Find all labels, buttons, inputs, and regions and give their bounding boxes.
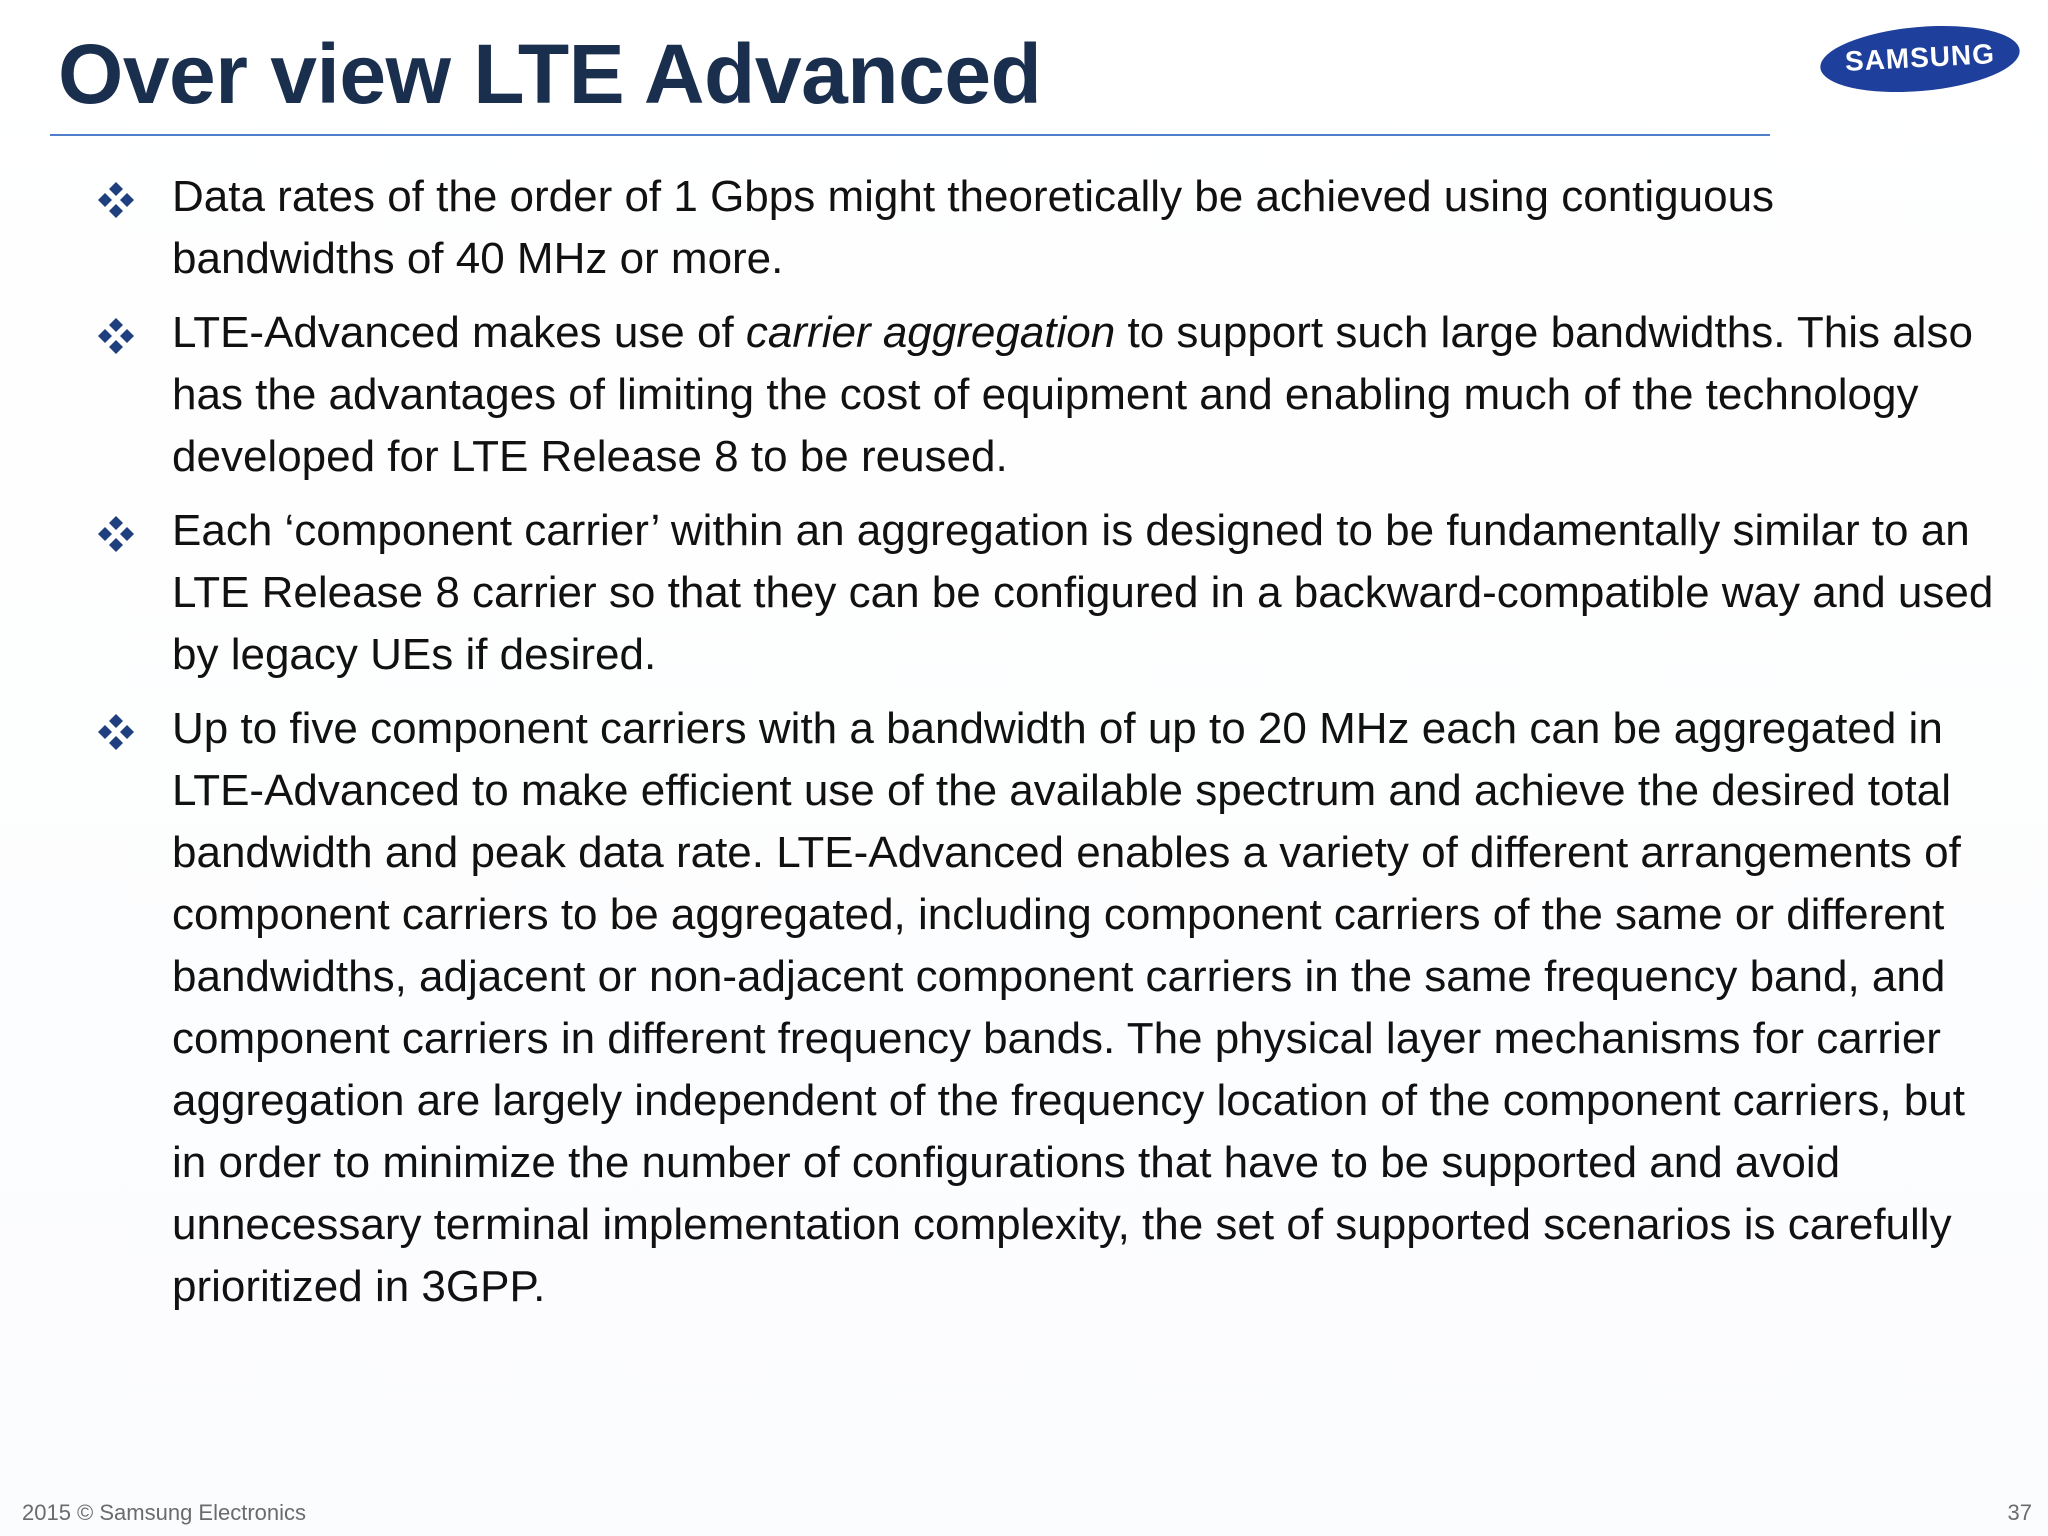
logo-text: SAMSUNG: [1844, 38, 1996, 77]
bullet-text: Each ‘component carrier’ within an aggregation is designed to be fundamentally similar to an LTE Release 8 carrier so that they can be configured in a backward-compatible way and used by legacy UEs if desired.: [172, 506, 1994, 679]
bullet-text: [172, 302, 1996, 488]
italic-term: carrier aggregation: [745, 308, 1116, 357]
footer-copyright: 2015 © Samsung Electronics: [22, 1500, 307, 1525]
bullet-text-part: to support such large bandwidths. This also has the advantages of limiting the cost of equipment and enabling much of the technology developed for LTE Release 8 to be reused.: [172, 308, 1973, 481]
bullet-text: Data rates of the order of 1 Gbps might theoretically be achieved using contiguous bandwidths of 40 MHz or more.: [172, 172, 1775, 283]
diamond-cluster-icon: [96, 180, 136, 220]
bullet-list: [96, 166, 1996, 1330]
diamond-cluster-icon: [96, 316, 136, 356]
title-underline: [50, 134, 1770, 136]
bullet-text: Up to five component carriers with a bandwidth of up to 20 MHz each can be aggregated in LTE-Advanced to make efficient use of the available spectrum and achieve the desired total bandwidth and peak data rate. LTE-Advanced enables a variety of different arrangements of component carriers to be aggregated, including component carriers of the same or different bandwidths, adjacent or non-adjacent component carriers in the same frequency band, and component carriers in different frequency bands. The physical layer mechanisms for carrier aggregation are largely independent of the frequency location of the component carriers, but in order to minimize the number of configurations that have to be supported and avoid unnecessary terminal implementation complexity, the set of supported scenarios is carefully prioritized in 3GPP.: [172, 704, 1965, 1311]
bullet-item: [96, 302, 1996, 488]
slide-title: Over view LTE Advanced: [58, 27, 1042, 121]
bullet-text-part: LTE-Advanced makes use of: [172, 308, 746, 357]
diamond-cluster-icon: [96, 712, 136, 752]
samsung-logo: [1818, 20, 2022, 98]
page-number: 37: [2007, 1500, 2032, 1525]
bullet-item: [96, 500, 1996, 686]
bullet-item: [96, 166, 1996, 290]
diamond-cluster-icon: [96, 514, 136, 554]
bullet-item: [96, 698, 1996, 1318]
